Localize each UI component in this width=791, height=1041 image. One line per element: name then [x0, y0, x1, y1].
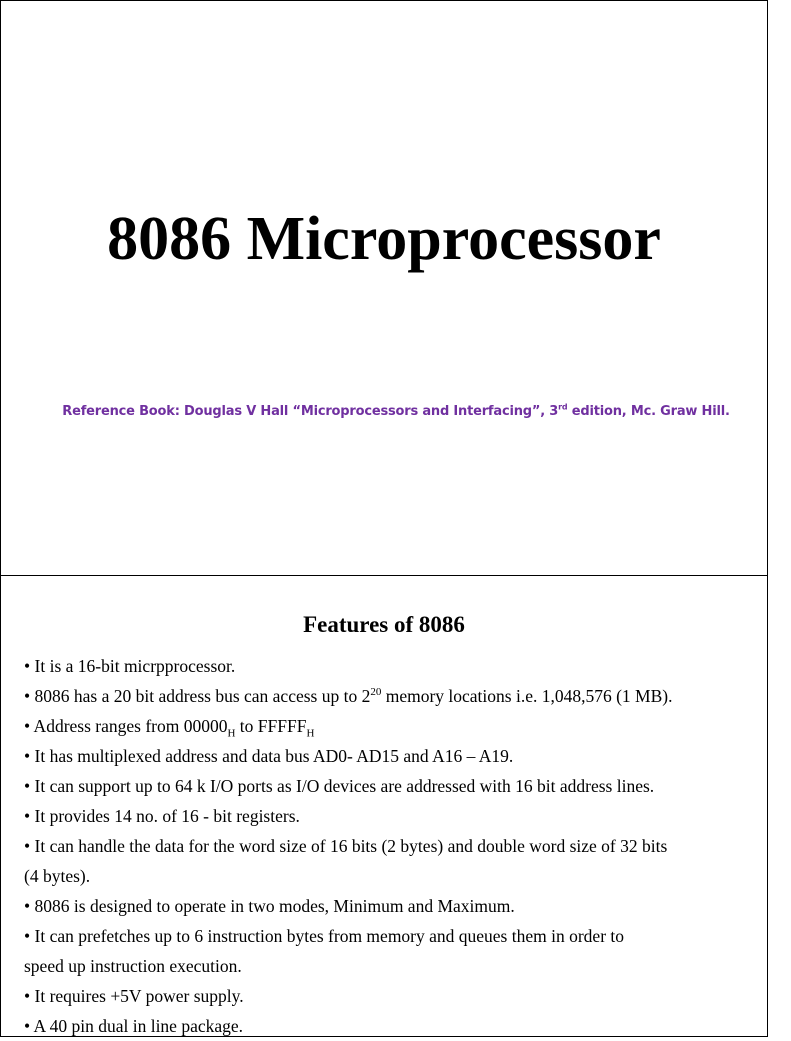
- bullet-glyph: •: [24, 656, 31, 676]
- item-continuation: (4 bytes).: [24, 866, 91, 886]
- features-title: Features of 8086: [303, 612, 465, 637]
- list-item: [24, 741, 759, 771]
- list-item: [24, 921, 759, 981]
- item-subscript: H: [306, 727, 315, 740]
- item-superscript: 20: [370, 686, 382, 699]
- bullet-glyph: •: [24, 986, 31, 1006]
- list-item: [24, 771, 759, 801]
- list-item: [24, 651, 759, 681]
- bullet-glyph: •: [24, 806, 31, 826]
- item-text: Address ranges from 00000: [30, 716, 228, 736]
- features-list: [24, 651, 759, 1041]
- item-text: It can support up to 64 k I/O ports as I/O devices are addressed with 16 bit address lines.: [30, 776, 655, 796]
- list-item: [24, 1011, 759, 1041]
- item-text: It is a 16-bit micrpprocessor.: [30, 656, 236, 676]
- item-text: It can handle the data for the word size of 16 bits (2 bytes) and double word size of 32 bits: [30, 836, 668, 856]
- item-text: 8086 is designed to operate in two modes, Minimum and Maximum.: [30, 896, 515, 916]
- bullet-glyph: •: [24, 896, 31, 916]
- reference-suffix: edition, Mc. Graw Hill.: [567, 404, 730, 419]
- bullet-glyph: •: [24, 836, 31, 856]
- bullet-glyph: •: [24, 746, 31, 766]
- item-continuation: speed up instruction execution.: [24, 956, 242, 976]
- bullet-glyph: •: [24, 776, 31, 796]
- features-slide: [0, 575, 768, 1037]
- list-item: [24, 981, 759, 1011]
- item-text: It can prefetches up to 6 instruction bytes from memory and queues them in order to: [30, 926, 625, 946]
- list-item: [24, 711, 759, 741]
- reference-book-line: [1, 401, 791, 423]
- item-text: It provides 14 no. of 16 - bit registers.: [30, 806, 300, 826]
- bullet-glyph: •: [24, 686, 31, 706]
- list-item: [24, 891, 759, 921]
- bullet-glyph: •: [24, 926, 31, 946]
- item-text: A 40 pin dual in line package.: [30, 1016, 244, 1036]
- item-subscript: H: [227, 727, 236, 740]
- list-item: [24, 801, 759, 831]
- item-text: 8086 has a 20 bit address bus can access up to 2: [30, 686, 371, 706]
- item-text: It has multiplexed address and data bus AD0- AD15 and A16 – A19.: [30, 746, 514, 766]
- list-item: [24, 681, 759, 711]
- item-text: to FFFFF: [235, 716, 307, 736]
- item-text: memory locations i.e. 1,048,576 (1 MB).: [381, 686, 673, 706]
- item-text: It requires +5V power supply.: [30, 986, 244, 1006]
- bullet-glyph: •: [24, 716, 31, 736]
- slide-title: 8086 Microprocessor: [107, 205, 661, 273]
- list-item: [24, 831, 759, 891]
- reference-prefix: Reference Book: Douglas V Hall “Microprocessors and Interfacing”, 3: [62, 404, 559, 419]
- reference-superscript: rd: [558, 402, 568, 412]
- bullet-glyph: •: [24, 1016, 31, 1036]
